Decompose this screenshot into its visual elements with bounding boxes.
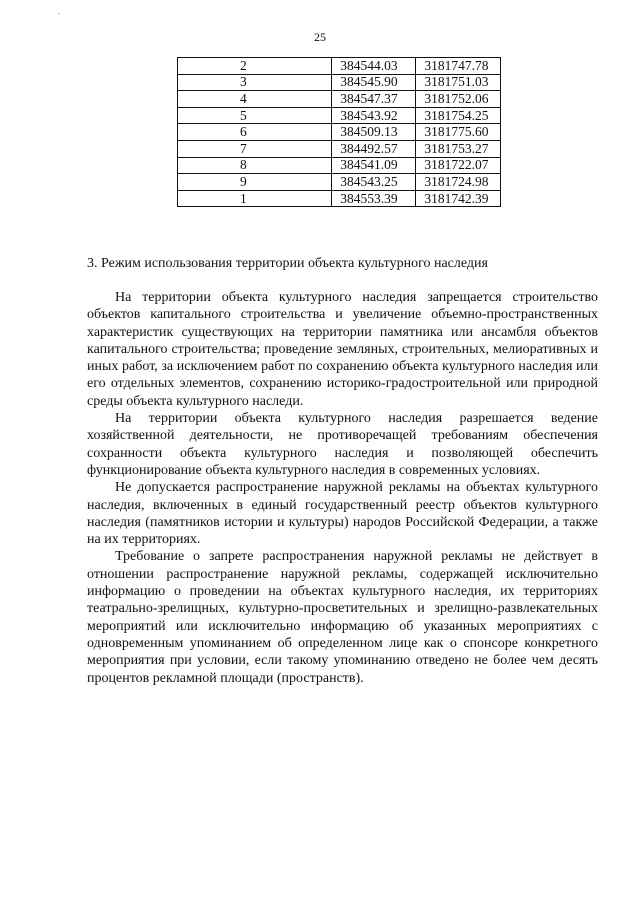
x-coordinate-cell: 384509.13 bbox=[332, 124, 416, 141]
x-coordinate-cell: 384544.03 bbox=[332, 58, 416, 75]
table-row bbox=[178, 157, 501, 174]
x-coordinate-cell: 384541.09 bbox=[332, 157, 416, 174]
table-row bbox=[178, 174, 501, 191]
body-text bbox=[87, 289, 598, 687]
point-number-cell: 3 bbox=[178, 74, 332, 91]
point-number-cell: 1 bbox=[178, 190, 332, 207]
table-row bbox=[178, 58, 501, 75]
point-number-cell: 7 bbox=[178, 140, 332, 157]
paragraph-permissions: На территории объекта культурного наследия разрешается ведение хозяйственной деятельности, не противоречащей требованиям обеспечения сохранности объекта культурного наследия и позволяющей обеспечить функционирование объекта культурного наследия в современных условиях. bbox=[87, 411, 598, 478]
section-title: 3. Режим использования территории объекта культурного наследия bbox=[87, 256, 488, 271]
x-coordinate-cell: 384553.39 bbox=[332, 190, 416, 207]
table-row bbox=[178, 91, 501, 108]
y-coordinate-cell: 3181775.60 bbox=[416, 124, 501, 141]
x-coordinate-cell: 384492.57 bbox=[332, 140, 416, 157]
table-row bbox=[178, 190, 501, 207]
x-coordinate-cell: 384543.92 bbox=[332, 107, 416, 124]
coordinates-table-body bbox=[178, 58, 501, 207]
coordinates-table bbox=[177, 57, 501, 207]
y-coordinate-cell: 3181752.06 bbox=[416, 91, 501, 108]
point-number-cell: 8 bbox=[178, 157, 332, 174]
point-number-cell: 9 bbox=[178, 174, 332, 191]
point-number-cell: 6 bbox=[178, 124, 332, 141]
y-coordinate-cell: 3181754.25 bbox=[416, 107, 501, 124]
paragraph-advertising-ban: Не допускается распространение наружной рекламы на объектах культурного наследия, включенных в единый государственный реестр объектов культурного наследия (памятников истории и культуры) народов Российской Федерации, а также на их территориях. bbox=[87, 480, 598, 548]
table-row bbox=[178, 140, 501, 157]
y-coordinate-cell: 3181753.27 bbox=[416, 140, 501, 157]
y-coordinate-cell: 3181747.78 bbox=[416, 58, 501, 75]
x-coordinate-cell: 384543.25 bbox=[332, 174, 416, 191]
point-number-cell: 5 bbox=[178, 107, 332, 124]
x-coordinate-cell: 384547.37 bbox=[332, 91, 416, 108]
table-row bbox=[178, 74, 501, 91]
point-number-cell: 2 bbox=[178, 58, 332, 75]
page-number: 25 bbox=[314, 30, 326, 44]
y-coordinate-cell: 3181722.07 bbox=[416, 157, 501, 174]
corner-mark: . bbox=[58, 7, 60, 16]
paragraph-prohibitions: На территории объекта культурного наследия запрещается строительство объектов капитального строительства и увеличение объемно-пространственных характеристик существующих на территории памятника или ансамбля объектов капитального строительства; проведение земляных, строительных, мелиоративных и иных работ, за исключением работ по сохранению объекта культурного наследия или его отдельных элементов, сохранению историко-градостроительной или природной среды объекта культурного наследи. bbox=[87, 290, 598, 409]
x-coordinate-cell: 384545.90 bbox=[332, 74, 416, 91]
paragraph-advertising-exception: Требование о запрете распространения наружной рекламы не действует в отношении распространение наружной рекламы, содержащей исключительно информацию о проведении на объектах культурного наследия, их территориях театрально-зрелищных, культурно-просветительных и зрелищно-развлекательных мероприятий или исключительно информацию об указанных мероприятиях с одновременным упоминанием об определенном лице как о спонсоре конкретного мероприятия при условии, если такому упоминанию отведено не более чем десять процентов рекламной площади (пространств). bbox=[87, 549, 598, 686]
y-coordinate-cell: 3181751.03 bbox=[416, 74, 501, 91]
table-row bbox=[178, 124, 501, 141]
point-number-cell: 4 bbox=[178, 91, 332, 108]
y-coordinate-cell: 3181724.98 bbox=[416, 174, 501, 191]
y-coordinate-cell: 3181742.39 bbox=[416, 190, 501, 207]
table-row bbox=[178, 107, 501, 124]
